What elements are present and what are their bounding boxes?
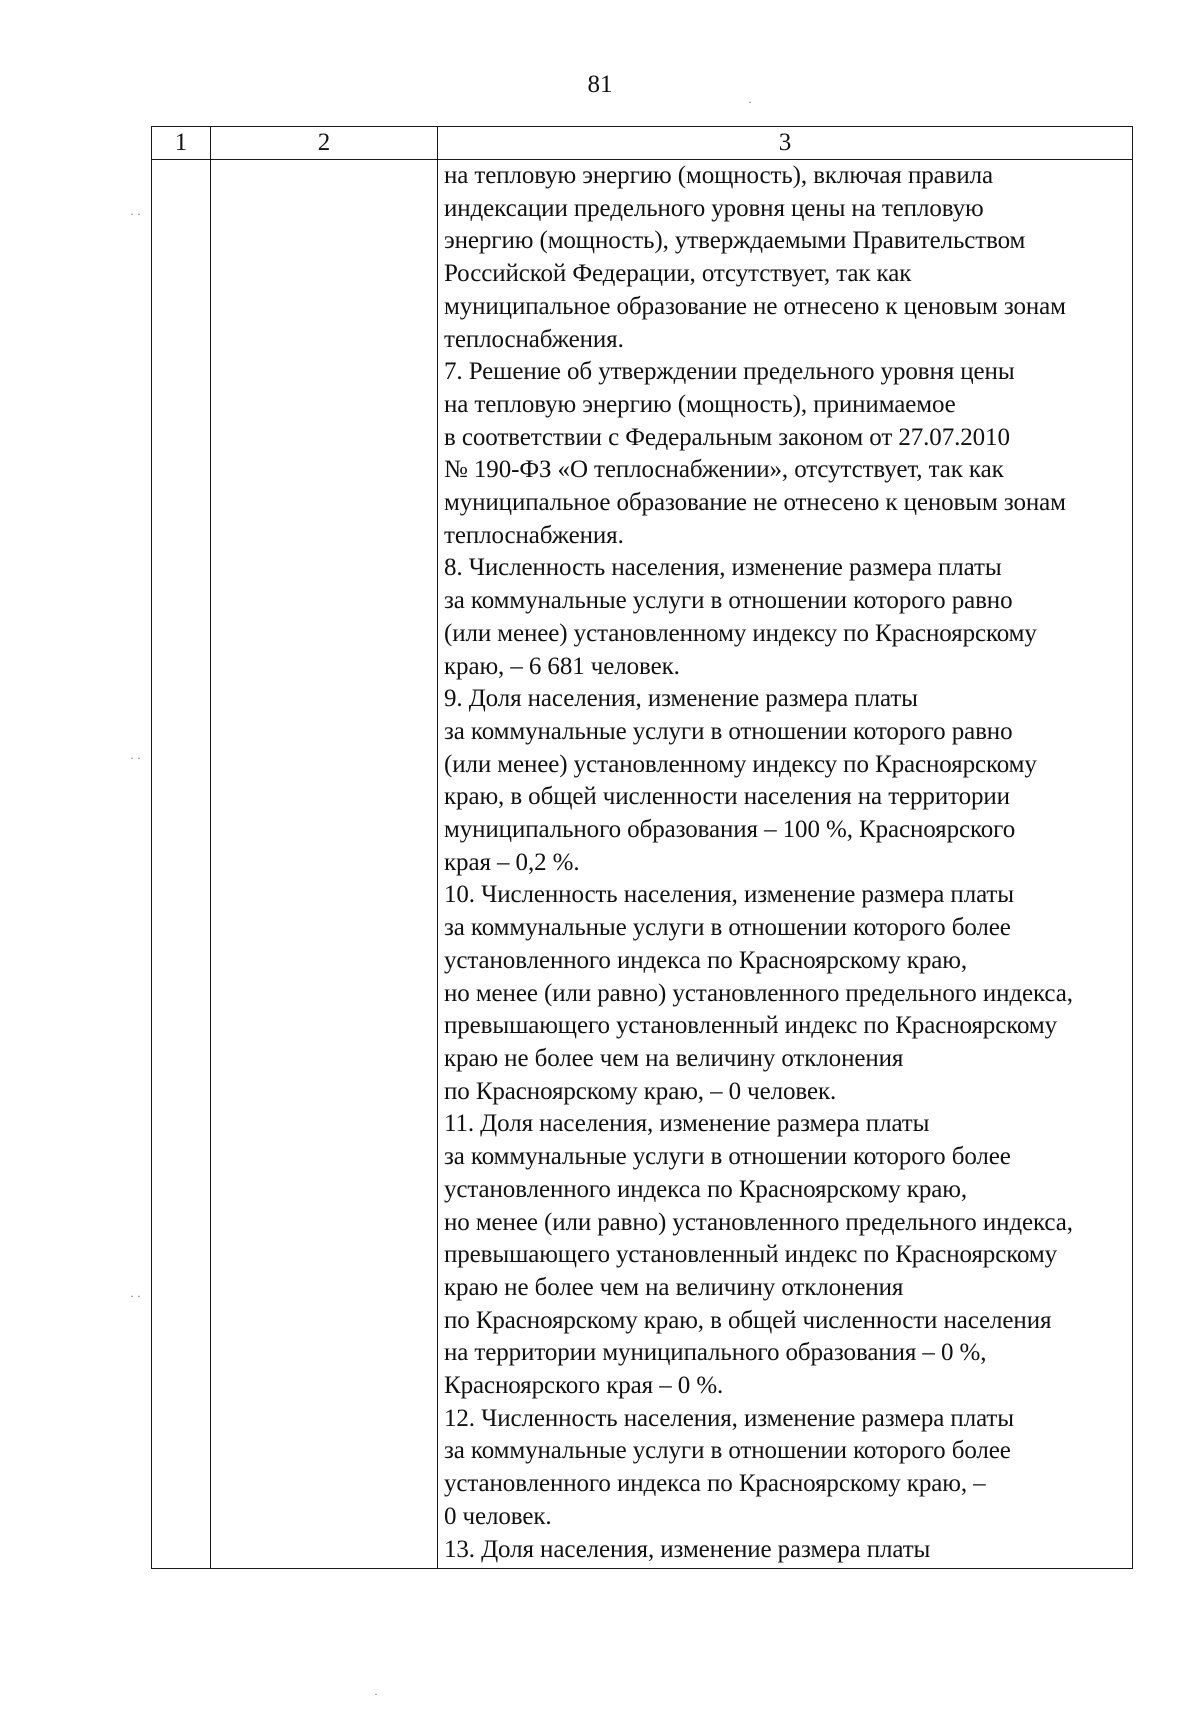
text-line: 8. Численность населения, изменение размера платы xyxy=(444,554,1002,582)
text-line: № 190-ФЗ «О теплоснабжении», отсутствует, так как xyxy=(444,456,1004,484)
text-line: 11. Доля населения, изменение размера платы xyxy=(444,1110,930,1138)
text-line: 9. Доля населения, изменение размера платы xyxy=(444,685,918,713)
text-line: за коммунальные услуги в отношении которого более xyxy=(444,1143,1011,1171)
text-line: за коммунальные услуги в отношении которого более xyxy=(444,914,1011,942)
table-row xyxy=(152,160,1133,1569)
text-line: за коммунальные услуги в отношении которого равно xyxy=(444,717,1013,745)
text-line: на тепловую энергию (мощность), принимаемое xyxy=(444,390,956,418)
table-cell-col2 xyxy=(211,160,438,1569)
scan-speck: · xyxy=(374,1687,378,1701)
text-line: 0 человек. xyxy=(444,1502,552,1530)
page-number: 81 xyxy=(587,71,613,98)
text-line: теплоснабжения. xyxy=(444,521,624,549)
text-line: краю, в общей численности населения на территории xyxy=(444,783,1010,811)
column-header-3: 3 xyxy=(438,127,1133,160)
text-line: краю не более чем на величину отклонения xyxy=(444,1273,904,1301)
text-line: краю, – 6 681 человек. xyxy=(444,652,680,680)
text-line: теплоснабжения. xyxy=(444,325,624,353)
text-line: муниципальное образование не отнесено к ценовым зонам xyxy=(444,489,1066,517)
text-line: в соответствии с Федеральным законом от 27.07.2010 xyxy=(444,423,1010,451)
text-line: на территории муниципального образования – 0 %, xyxy=(444,1339,987,1367)
document-table xyxy=(151,126,1133,1569)
text-line: индексации предельного уровня цены на тепловую xyxy=(444,194,984,222)
scan-speck: · · xyxy=(130,207,141,221)
text-line: установленного индекса по Красноярскому краю, – xyxy=(444,1470,986,1498)
column-header-2: 2 xyxy=(211,127,438,160)
text-line: муниципальное образование не отнесено к ценовым зонам xyxy=(444,292,1066,320)
text-line: за коммунальные услуги в отношении которого равно xyxy=(444,587,1013,615)
scan-speck: · · xyxy=(130,751,141,765)
text-line: Красноярского края – 0 %. xyxy=(444,1372,724,1400)
text-line: установленного индекса по Красноярскому краю, xyxy=(444,1175,967,1203)
text-line: но менее (или равно) установленного предельного индекса, xyxy=(444,1208,1073,1236)
text-line: 7. Решение об утверждении предельного уровня цены xyxy=(444,358,1015,386)
text-line: превышающего установленный индекс по Красноярскому xyxy=(444,1241,1058,1269)
text-line: краю не более чем на величину отклонения xyxy=(444,1044,904,1072)
text-line: но менее (или равно) установленного предельного индекса, xyxy=(444,979,1073,1007)
text-line: превышающего установленный индекс по Красноярскому xyxy=(444,1012,1058,1040)
text-line: (или менее) установленному индексу по Красноярскому xyxy=(444,750,1037,778)
text-line: за коммунальные услуги в отношении которого более xyxy=(444,1437,1011,1465)
text-line: 10. Численность населения, изменение размера платы xyxy=(444,881,1014,909)
text-line: края – 0,2 %. xyxy=(444,848,580,876)
text-line: на тепловую энергию (мощность), включая правила xyxy=(444,162,993,189)
table-header-row xyxy=(152,127,1133,160)
text-line: Российской Федерации, отсутствует, так как xyxy=(444,260,912,288)
text-line: (или менее) установленному индексу по Красноярскому xyxy=(444,619,1037,647)
text-line: 13. Доля населения, изменение размера платы xyxy=(444,1535,931,1563)
text-line: по Красноярскому краю, в общей численности населения xyxy=(444,1306,1052,1334)
scan-speck: · · xyxy=(130,1289,141,1303)
table-cell-col3 xyxy=(438,160,1133,1569)
text-line: установленного индекса по Красноярскому краю, xyxy=(444,946,967,974)
text-line: муниципального образования – 100 %, Красноярского xyxy=(444,816,1016,844)
text-line: 12. Численность населения, изменение размера платы xyxy=(444,1404,1014,1432)
table-cell-col1 xyxy=(152,160,211,1569)
scan-speck: · xyxy=(748,95,752,109)
column-header-1: 1 xyxy=(152,127,211,160)
text-line: энергию (мощность), утверждаемыми Правительством xyxy=(444,227,1026,255)
text-line: по Красноярскому краю, – 0 человек. xyxy=(444,1077,837,1105)
